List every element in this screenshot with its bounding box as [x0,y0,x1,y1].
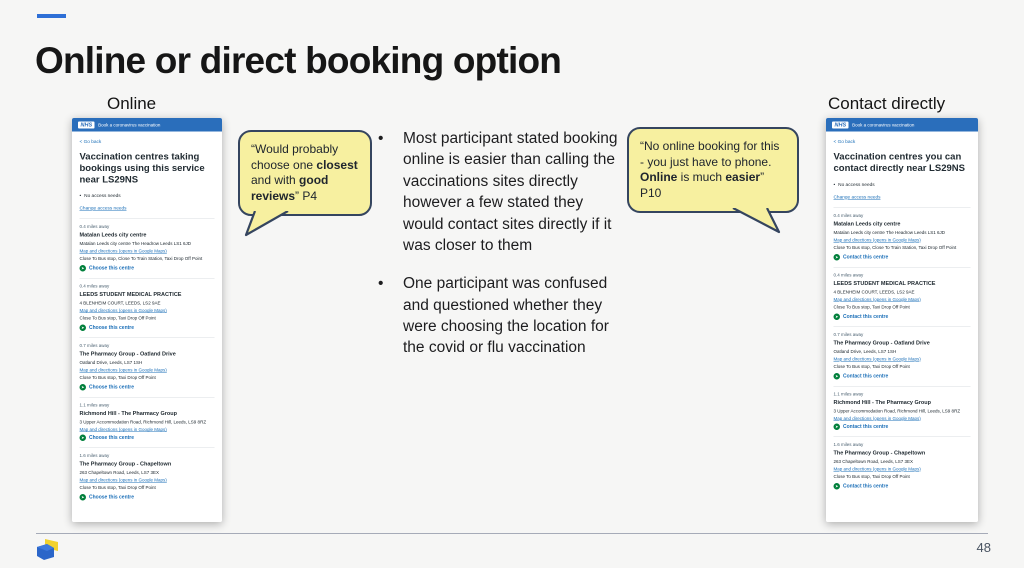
map-directions-link: Map and directions (opens in Google Maps) [833,415,921,421]
centre-features: Close To Bus stop, Taxi Drop Off Point [79,485,156,491]
choose-centre-link: ➤ Choose this centre [81,325,135,331]
map-directions-link: Map and directions (opens in Google Maps) [833,237,921,243]
centre-address: 263 Chapeltown Road, Leeds, LS7 3EX [79,470,160,476]
nhs-header-bar [72,118,222,132]
choose-centre-link: ➤ Choose this centre [81,494,135,501]
centre-name: The Pharmacy Group - Oatland Drive [833,339,930,346]
nhs-page-body [826,132,978,496]
quote-bubble-contact [627,127,799,213]
centre-distance: 0.4 miles away [79,283,110,289]
centre-entry [834,207,971,267]
bubble-tail [721,208,785,234]
centre-features: Close To Bus stop, Taxi Drop Off Point [833,363,910,369]
access-needs-note: • No access needs [79,193,121,199]
centre-distance: 1.6 miles away [79,453,110,459]
go-back-link: < Go back [833,139,856,145]
centre-name: Matalan Leeds city centre [79,232,147,239]
map-directions-link: Map and directions (opens in Google Maps) [79,367,167,373]
centre-distance: 1.6 miles away [833,441,864,447]
quote-bubble-online [238,130,372,216]
centre-features: Close To Bus stop, Taxi Drop Off Point [833,473,910,479]
bubble-tail [242,211,298,237]
centre-list [834,207,971,496]
centre-address: 4 BLENHEIM COURT, LEEDS, LS2 9AE [79,300,161,306]
centre-name: The Pharmacy Group - Oatland Drive [79,351,176,358]
page-title: Online or direct booking option [35,40,562,81]
choose-centre-link: ➤ Choose this centre [81,265,135,272]
quote-text: “Would probably choose one closest and with good reviews” P4 [251,142,362,203]
centre-address: Oatland Drive, Leeds, LS7 1SH [79,360,143,366]
cube-logo [34,538,60,562]
centre-address: 4 BLENHEIM COURT, LEEDS, LS2 9AE [833,289,915,295]
map-directions-link: Map and directions (opens in Google Maps) [833,466,921,472]
arrow-circle-icon: ➤ [835,483,839,489]
contact-centre-link: ➤ Contact this centre [835,254,889,260]
arrow-circle-icon: ➤ [835,424,839,429]
nhs-service-name: Book a coronavirus vaccination [98,122,161,128]
choose-centre-link: ➤ Choose this centre [81,384,135,391]
arrow-circle-icon: ➤ [81,435,85,441]
map-directions-link: Map and directions (opens in Google Maps) [79,427,167,433]
centre-features: Close To Bus stop, Close To Train Station, Taxi Drop Off Point [79,256,203,262]
label-online: Online [107,94,157,113]
access-needs-note: • No access needs [833,181,875,188]
nhs-page-online [72,118,222,522]
map-directions-link: Map and directions (opens in Google Maps) [79,308,167,314]
centre-features: Close To Bus stop, Taxi Drop Off Point [833,304,910,310]
contact-centre-link: ➤ Contact this centre [835,313,889,320]
nhs-service-name: Book a coronavirus vaccination [852,122,915,128]
centre-entry [834,386,971,437]
footer-divider [36,533,988,534]
choose-centre-link: ➤ Choose this centre [81,435,135,441]
finding-item: • Most participant stated booking online is easier than calling the vaccinations sites directly however a few stated they would contact sites directly if it was closer to them [372,128,624,256]
contact-centre-link: ➤ Contact this centre [835,373,889,379]
centre-entry [80,397,215,448]
centre-name: The Pharmacy Group - Chapeltown [79,461,172,468]
centre-name: Richmond Hill - The Pharmacy Group [79,410,177,417]
centre-features: Close To Bus stop, Taxi Drop Off Point [79,375,156,381]
nhs-page-heading: Vaccination centres taking bookings using this service near LS29NS [79,151,205,185]
centre-list [80,219,215,508]
centre-distance: 0.4 miles away [833,272,864,278]
centre-name: The Pharmacy Group - Chapeltown [833,449,926,456]
centre-entry [80,278,215,338]
centre-entry [80,338,215,398]
arrow-circle-icon: ➤ [835,254,839,260]
nhs-header-bar [826,118,978,132]
arrow-circle-icon: ➤ [835,373,839,379]
nhs-page-heading: Vaccination centres you can contact directly near LS29NS [833,151,965,174]
centre-distance: 0.4 miles away [79,224,110,230]
centre-features: Close To Bus stop, Taxi Drop Off Point [79,315,156,321]
centre-distance: 1.1 miles away [79,402,110,408]
centre-entry [834,267,971,327]
centre-address: 3 Upper Accommodation Road, Richmond Hill, Leeds, LS9 8RZ [79,419,207,425]
map-directions-link: Map and directions (opens in Google Maps) [833,296,921,302]
arrow-circle-icon: ➤ [81,495,85,500]
centre-entry [834,436,971,496]
nhs-page-contact [826,118,978,522]
centre-name: LEEDS STUDENT MEDICAL PRACTICE [833,280,936,287]
contact-centre-link: ➤ Contact this centre [835,483,889,489]
centre-features: Close To Bus stop, Close To Train Station, Taxi Drop Off Point [833,244,957,250]
nhs-screenshot-contact [826,118,978,522]
centre-distance: 1.1 miles away [833,391,864,397]
map-directions-link: Map and directions (opens in Google Maps) [79,477,167,483]
centre-address: Matalan Leeds city centre The Headrow Leeds LS1 6JD [79,241,191,247]
centre-entry [834,326,971,386]
finding-item: • One participant was confused and questioned whether they were choosing the location for the covid or flu vaccination [372,273,624,359]
centre-name: Richmond Hill - The Pharmacy Group [833,399,931,406]
change-access-needs-link: Change access needs [79,205,127,212]
arrow-circle-icon: ➤ [835,314,839,319]
centre-address: Matalan Leeds city centre The Headrow Leeds LS1 6JD [833,229,945,235]
nhs-screenshot-online [72,118,222,522]
quote-text: “No online booking for this - you just have to phone. Online is much easier” P10 [640,139,783,200]
centre-address: Oatland Drive, Leeds, LS7 1SH [833,348,897,354]
nhs-logo: NHS [832,121,849,128]
centre-address: 3 Upper Accommodation Road, Richmond Hill, Leeds, LS9 8RZ [833,408,961,414]
centre-name: LEEDS STUDENT MEDICAL PRACTICE [79,291,182,298]
map-directions-link: Map and directions (opens in Google Maps) [79,248,167,254]
bullet-dot: • [79,193,82,199]
centre-distance: 0.7 miles away [79,343,110,349]
page-number: 48 [976,540,991,555]
findings-list [372,128,624,376]
centre-distance: 0.4 miles away [833,212,864,218]
centre-name: Matalan Leeds city centre [833,220,901,227]
go-back-link: < Go back [79,139,102,145]
centre-entry [80,219,215,279]
centre-entry [80,448,215,508]
bullet-dot: • [833,181,836,188]
arrow-circle-icon: ➤ [81,325,85,331]
nhs-logo: NHS [78,121,95,128]
arrow-circle-icon: ➤ [81,385,85,390]
nhs-page-body [72,132,222,508]
accent-dash [37,14,66,18]
change-access-needs-link: Change access needs [833,194,881,200]
centre-address: 263 Chapeltown Road, Leeds, LS7 3EX [833,458,914,464]
centre-distance: 0.7 miles away [833,331,864,337]
map-directions-link: Map and directions (opens in Google Maps) [833,356,921,362]
contact-centre-link: ➤ Contact this centre [835,423,889,430]
label-contact-directly: Contact directly [828,94,946,113]
arrow-circle-icon: ➤ [81,266,85,271]
